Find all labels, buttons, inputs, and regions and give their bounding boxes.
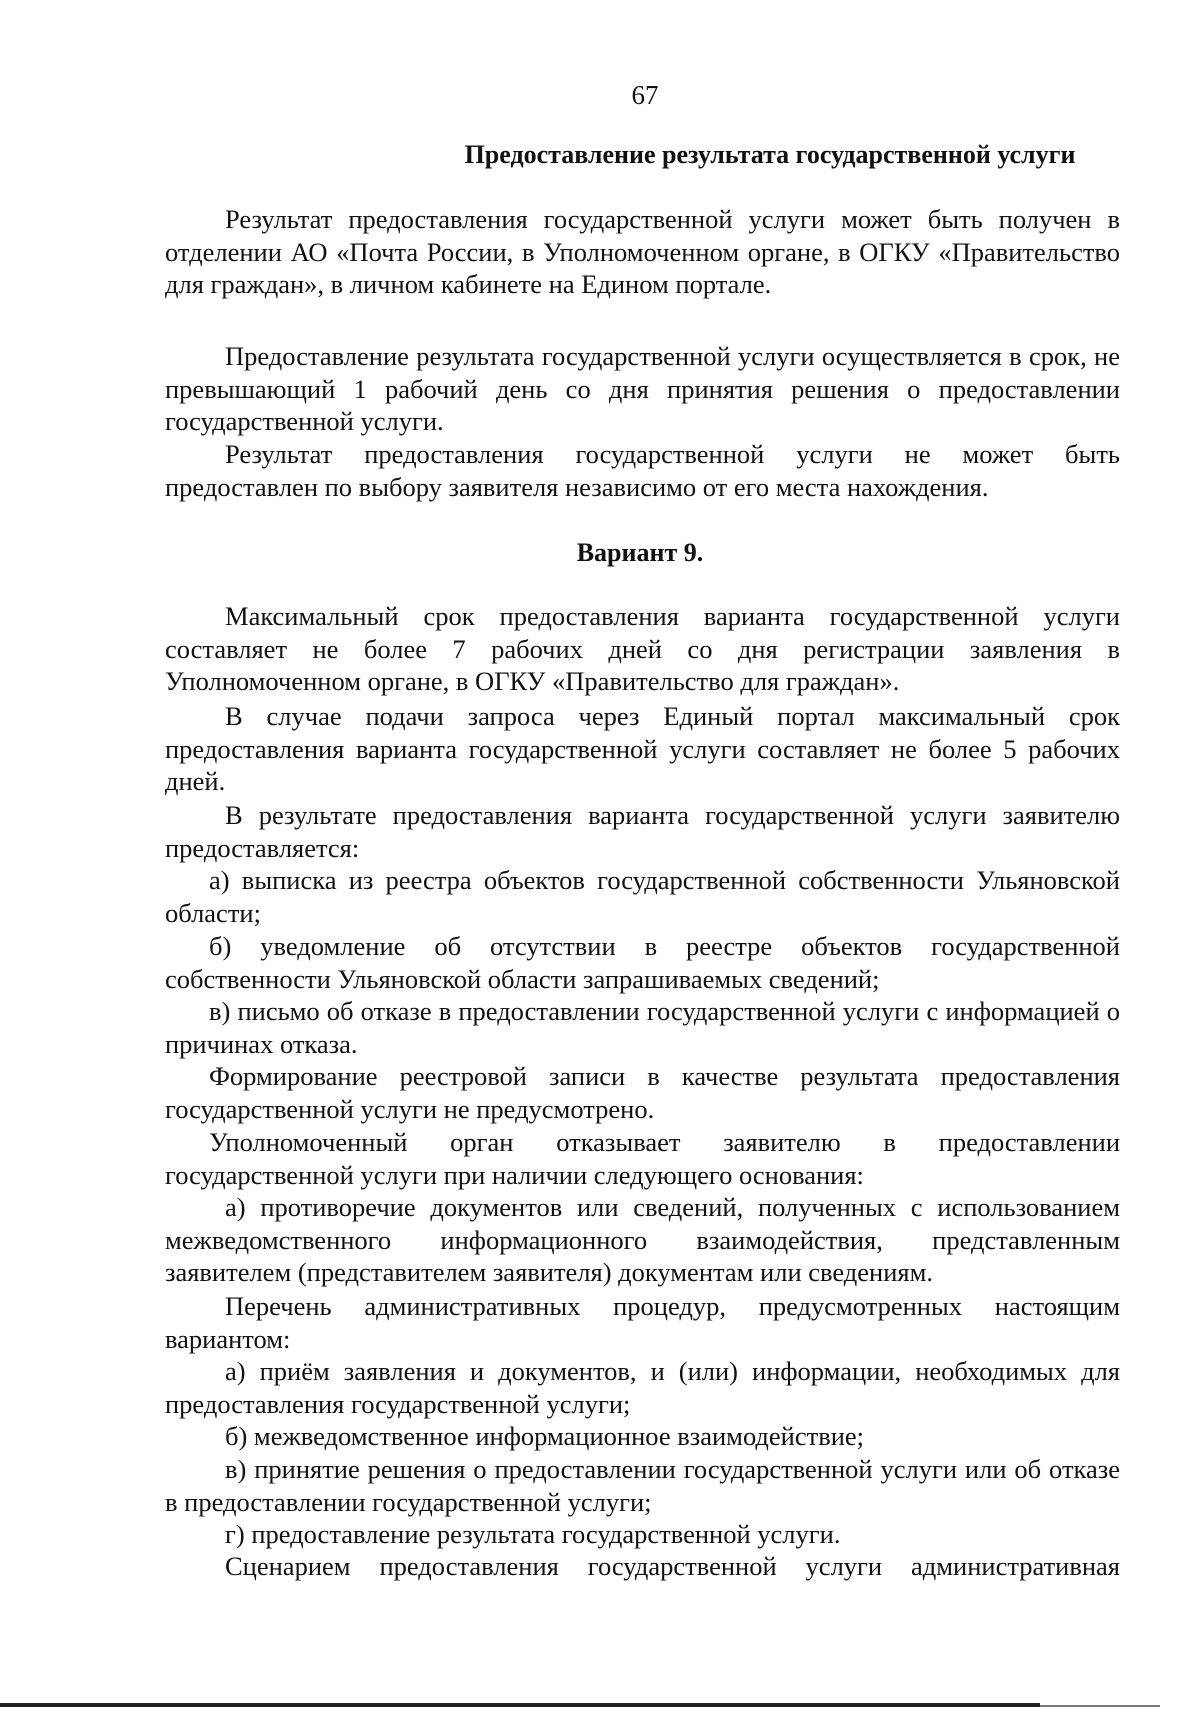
paragraph-result-term: Предоставление результата государственной услуги осуществляется в срок, не превышающий 1 рабочий день со дня принятия решения о предоставлении государственной услуги.: [165, 341, 1120, 437]
page-bottom-edge-faint: [1040, 1705, 1160, 1707]
paragraph-result-provided: В результате предоставления варианта государственной услуги заявителю предоставляется:: [165, 800, 1120, 863]
list-item-a-contradiction: а) противоречие документов или сведений, полученных с использованием межведомственного информационного взаимодействия, представленным заявителем (представителем заявителя) документам или сведениям.: [165, 1192, 1120, 1288]
list-item-a-application: а) приём заявления и документов, и (или) информации, необходимых для предоставления государственной услуги;: [165, 1356, 1120, 1419]
page-bottom-edge: [0, 1703, 1040, 1707]
paragraph-max-term: Максимальный срок предоставления варианта государственной услуги составляет не более 7 рабочих дней со дня регистрации заявления в Уполномоченном органе, в ОГКУ «Правительство для граждан».: [165, 601, 1120, 697]
paragraph-result-location: Результат предоставления государственной услуги может быть получен в отделении АО «Почта России, в Уполномоченном органе, в ОГКУ «Правительство для граждан», в личном кабинете на Едином портале.: [165, 204, 1120, 300]
page-number: 67: [631, 80, 659, 110]
paragraph-result-choice: Результат предоставления государственной услуги не может быть предоставлен по выбору заявителя независимо от его места нахождения.: [165, 439, 1120, 502]
section-heading-result: Предоставление результата государственной услуги: [464, 140, 1076, 169]
paragraph-procedures-list: Перечень административных процедур, предусмотренных настоящим вариантом:: [165, 1291, 1120, 1354]
list-item-a-extract: а) выписка из реестра объектов государственной собственности Ульяновской области;: [165, 865, 1120, 928]
section-heading-variant: Вариант 9.: [576, 538, 704, 567]
list-item-b-notice: б) уведомление об отсутствии в реестре объектов государственной собственности Ульяновской области запрашиваемых сведений;: [165, 931, 1120, 994]
list-item-c-decision: в) принятие решения о предоставлении государственной услуги или об отказе в предоставлении государственной услуги;: [165, 1454, 1120, 1517]
paragraph-scenario: Сценарием предоставления государственной услуги административная: [225, 1551, 1120, 1581]
list-item-c-refusal-letter: в) письмо об отказе в предоставлении государственной услуги с информацией о причинах отказа.: [165, 996, 1120, 1059]
list-item-d-result: г) предоставление результата государственной услуги.: [225, 1519, 841, 1549]
paragraph-registry-record: Формирование реестровой записи в качестве результата предоставления государственной услуги не предусмотрено.: [165, 1061, 1120, 1124]
list-item-b-interaction: б) межведомственное информационное взаимодействие;: [225, 1421, 865, 1451]
paragraph-portal-term: В случае подачи запроса через Единый портал максимальный срок предоставления варианта государственной услуги составляет не более 5 рабочих дней.: [165, 701, 1120, 797]
paragraph-refusal-grounds: Уполномоченный орган отказывает заявителю в предоставлении государственной услуги при наличии следующего основания:: [165, 1127, 1120, 1190]
